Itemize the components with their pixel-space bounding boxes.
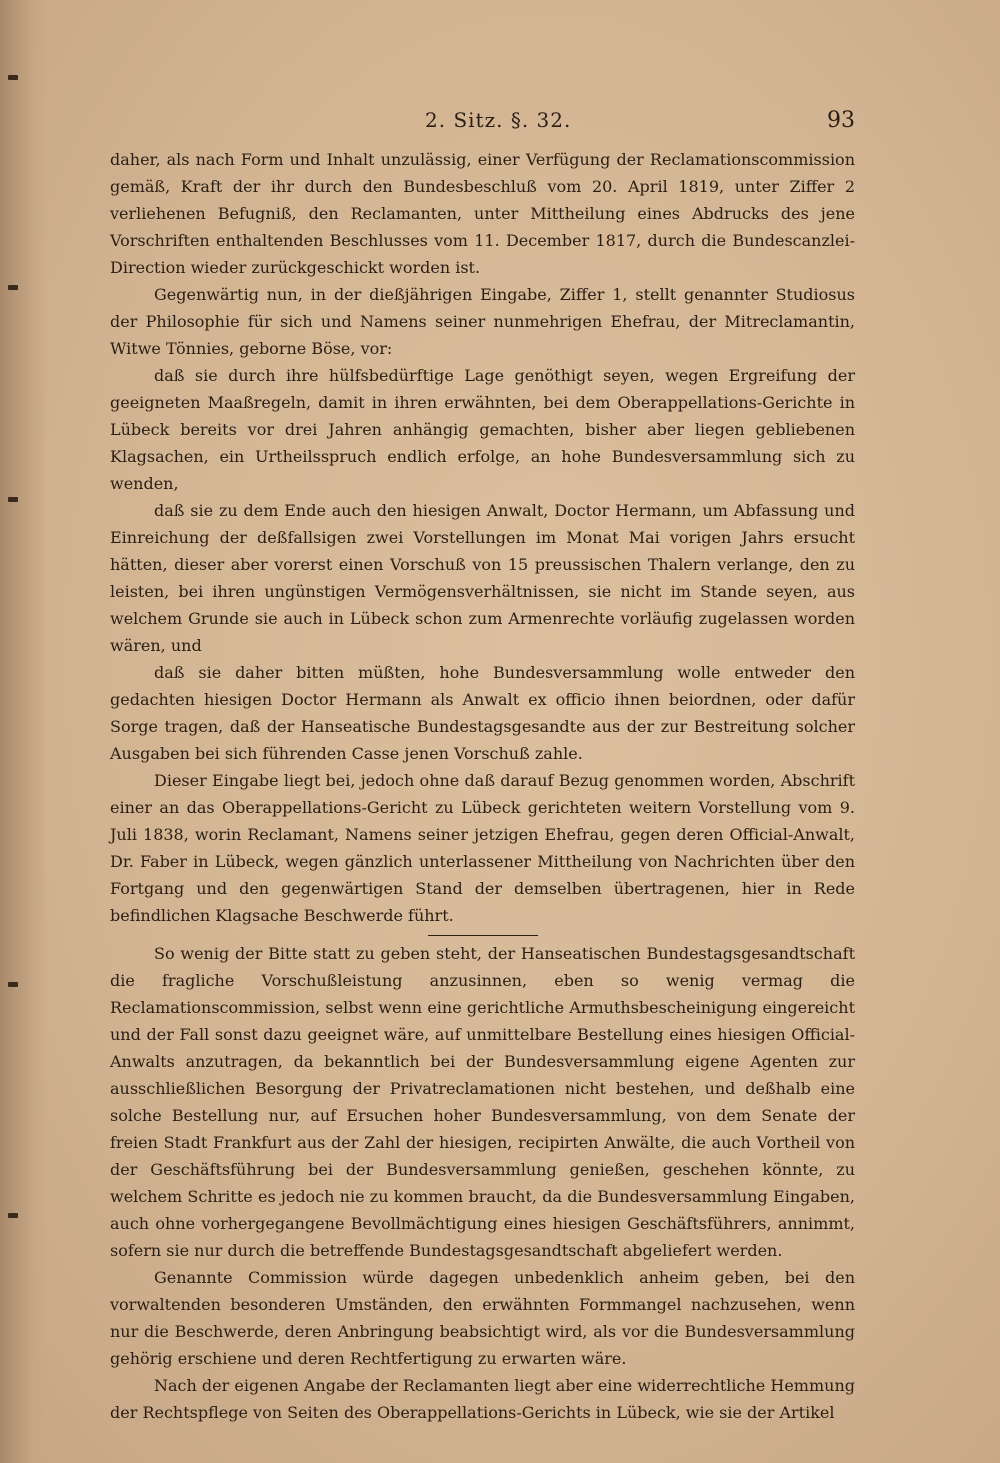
page-gutter-shadow: [0, 0, 48, 1463]
paragraph: Dieser Eingabe liegt bei, jedoch ohne daß darauf Bezug genommen worden, Abschrift einer an das Oberappellations-Gericht zu Lübeck gerichteten weitern Vorstellung vom 9. Juli 1838, worin Reclamant, Namens seiner jetzigen Ehefrau, gegen deren Official-Anwalt, Dr. Faber in Lübeck, wegen gänzlich unterlassener Mittheilung von Nachrichten über den Fortgang und den gegenwärtigen Stand der demselben übertragenen, hier in Rede befindlichen Klagsache Beschwerde führt.: [110, 771, 855, 925]
section-divider: [428, 935, 538, 936]
paragraph: Nach der eigenen Angabe der Reclamanten liegt aber eine widerrechtliche Hemmung der Rechtspflege von Seiten des Oberappellations-Gerichts in Lübeck, wie sie der Artikel: [110, 1376, 855, 1422]
margin-mark: [8, 1213, 18, 1218]
paragraph: daher, als nach Form und Inhalt unzulässig, einer Verfügung der Reclamationscommission gemäß, Kraft der ihr durch den Bundesbeschluß vom 20. April 1819, unter Ziffer 2 verliehenen Befugniß, den Reclamanten, unter Mittheilung eines Abdrucks des jene Vorschriften enthaltenden Beschlusses vom 11. December 1817, durch die Bundescanzlei-Direction wieder zurückgeschickt worden ist.: [110, 150, 855, 277]
running-head: 2. Sitz. §. 32.: [425, 108, 572, 132]
margin-mark: [8, 982, 18, 987]
margin-mark: [8, 75, 18, 80]
paragraph: Gegenwärtig nun, in der dießjährigen Eingabe, Ziffer 1, stellt genannter Studiosus der Philosophie für sich und Namens seiner nunmehrigen Ehefrau, der Mitreclamantin, Witwe Tönnies, geborne Böse, vor:: [110, 285, 855, 358]
margin-mark: [8, 497, 18, 502]
paragraph: So wenig der Bitte statt zu geben steht, der Hanseatischen Bundestagsgesandtschaft die fragliche Vorschußleistung anzusinnen, eben so wenig vermag die Reclamationscommission, selbst wenn eine gerichtliche Armuthsbescheinigung eingereicht und der Fall sonst dazu geeignet wäre, auf unmittelbare Bestellung eines hiesigen Official-Anwalts anzutragen, da bekanntlich bei der Bundesversammlung eigene Agenten zur ausschließlichen Besorgung der Privatreclamationen nicht bestehen, und deßhalb eine solche Bestellung nur, auf Ersuchen hoher Bundesversammlung, von dem Senate der freien Stadt Frankfurt aus der Zahl der hiesigen, recipirten Anwälte, die auch Vortheil von der Geschäftsführung bei der Bundesversammlung genießen, geschehen könnte, zu welchem Schritte es jedoch nie zu kommen braucht, da die Bundesversammlung Eingaben, auch ohne vorhergegangene Bevollmächtigung eines hiesigen Geschäftsführers, annimmt, sofern sie nur durch die betreffende Bundestagsgesandtschaft abgeliefert werden.: [110, 944, 855, 1260]
paragraph: daß sie durch ihre hülfsbedürftige Lage genöthigt seyen, wegen Ergreifung der geeigneten Maaßregeln, damit in ihren erwähnten, bei dem Oberappellations-Gerichte in Lübeck bereits vor drei Jahren anhängig gemachten, bisher aber liegen gebliebenen Klagsachen, ein Urtheilsspruch endlich erfolge, an hohe Bundesversammlung sich zu wenden,: [110, 366, 855, 493]
page-header: [110, 108, 855, 136]
body-text: [110, 146, 855, 1426]
paragraph: daß sie daher bitten müßten, hohe Bundesversammlung wolle entweder den gedachten hiesigen Doctor Hermann als Anwalt ex officio ihnen beiordnen, oder dafür Sorge tragen, daß der Hanseatische Bundestagsgesandte aus der zur Bestreitung solcher Ausgaben bei sich führenden Casse jenen Vorschuß zahle.: [110, 663, 855, 763]
paragraph: Genannte Commission würde dagegen unbedenklich anheim geben, bei den vorwaltenden besonderen Umständen, den erwähnten Formmangel nachzusehen, wenn nur die Beschwerde, deren Anbringung beabsichtigt wird, als vor die Bundesversammlung gehörig erschiene und deren Rechtfertigung zu erwarten wäre.: [110, 1268, 855, 1368]
page-number: 93: [827, 108, 855, 133]
paragraph: daß sie zu dem Ende auch den hiesigen Anwalt, Doctor Hermann, um Abfassung und Einreichung der deßfallsigen zwei Vorstellungen im Monat Mai vorigen Jahrs ersucht hätten, dieser aber vorerst einen Vorschuß von 15 preussischen Thalern verlange, den zu leisten, bei ihren ungünstigen Vermögensverhältnissen, sie nicht im Stande seyen, aus welchem Grunde sie auch in Lübeck schon zum Armenrechte vorläufig zugelassen worden wären, und: [110, 501, 855, 655]
margin-mark: [8, 285, 18, 290]
